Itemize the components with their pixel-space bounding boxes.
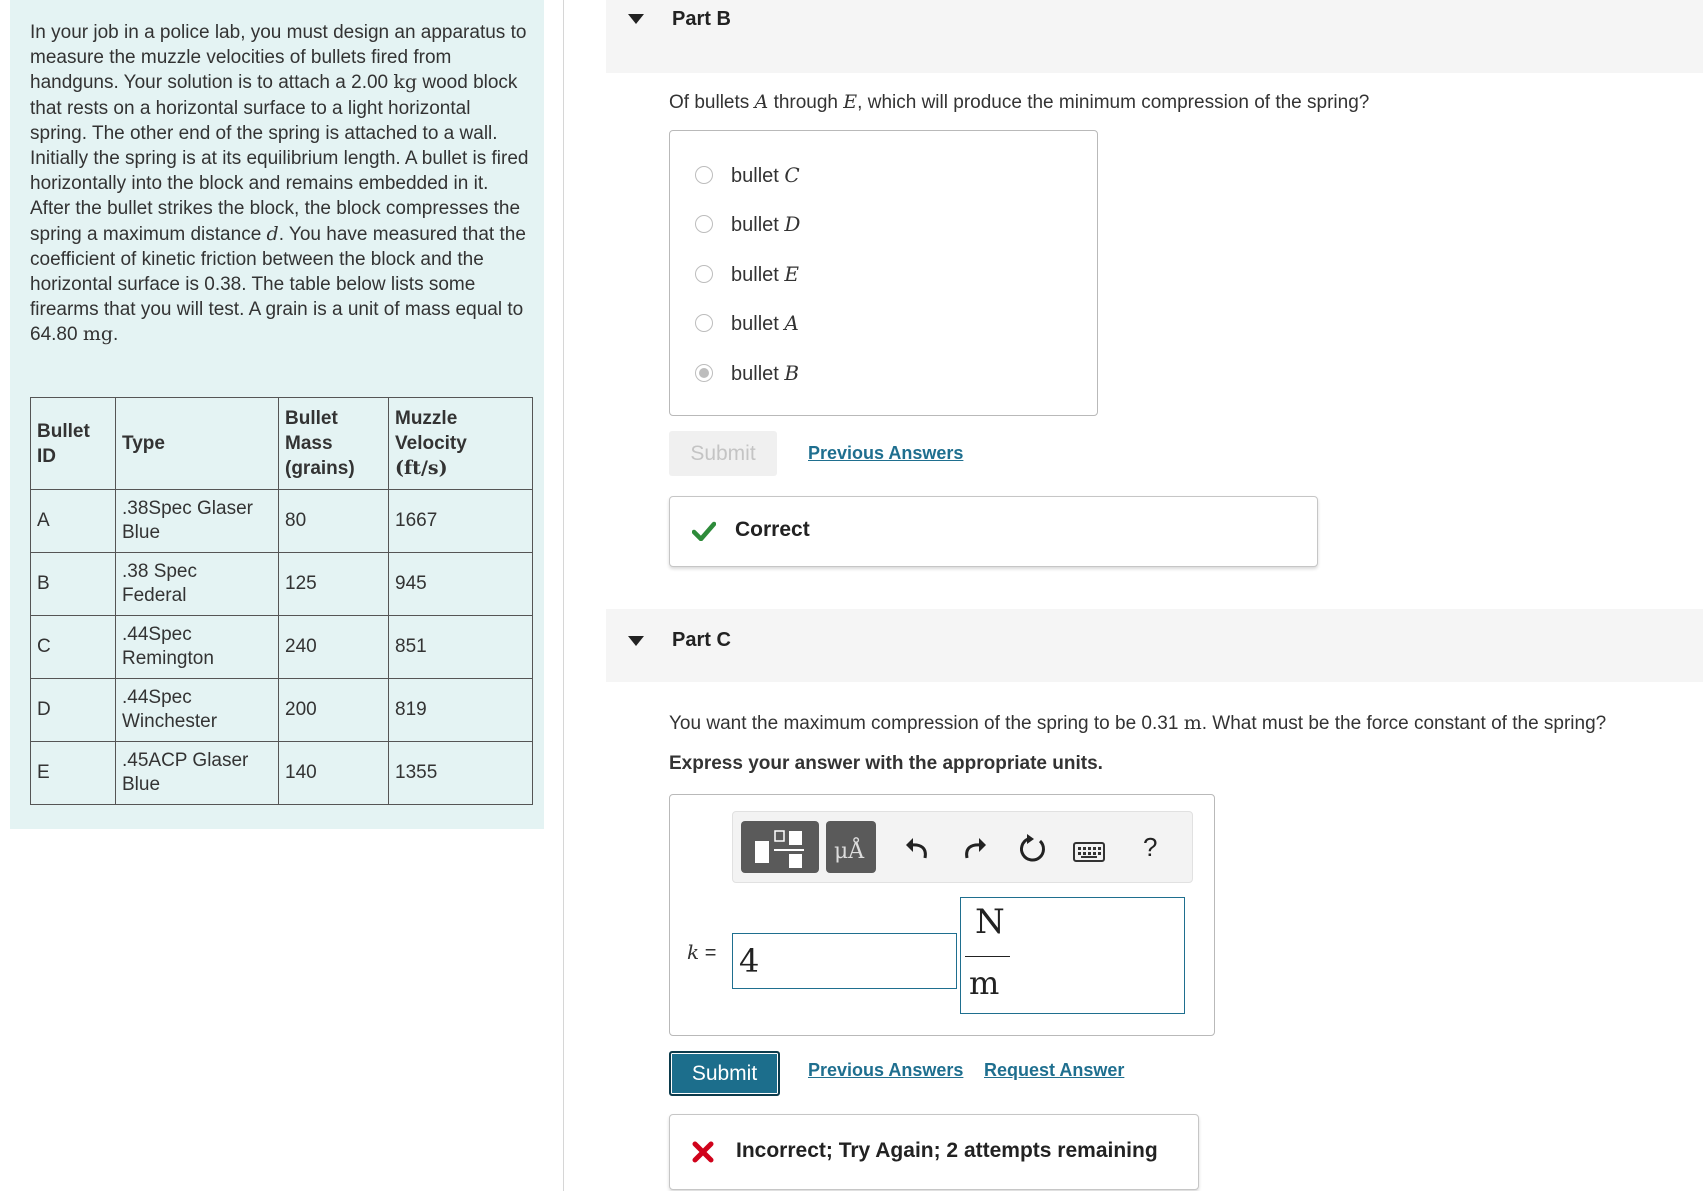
part-c-submit-button[interactable]: Submit [669,1051,780,1096]
choice-bullet-e[interactable] [695,259,799,289]
request-answer-link[interactable]: Request Answer [984,1060,1125,1080]
table-row [31,553,533,616]
bullet-table [30,397,533,805]
cell-type: .38Spec Glaser Blue [116,490,279,553]
choice-label: bullet B [731,360,800,385]
cell-type: .38 Spec Federal [116,553,279,616]
cell-id: D [31,679,116,742]
choice-bullet-d[interactable] [695,209,800,239]
math-toolbar [732,811,1193,883]
units-button[interactable] [826,821,876,873]
header-muzzle-velocity: Muzzle Velocity (ft/s) [389,398,533,490]
variable-label: k = [687,940,717,964]
part-c-instruction: Express your answer with the appropriate units. [669,753,1103,774]
part-c-title: Part C [672,629,731,651]
part-c-previous-answers-link[interactable]: Previous Answers [808,1060,964,1080]
part-b-previous-answers-link[interactable]: Previous Answers [808,443,964,463]
checkmark-icon [692,521,716,541]
part-c-feedback [669,1114,1199,1190]
part-b-feedback [669,496,1318,567]
choice-label: bullet E [731,261,799,286]
choice-bullet-c[interactable] [695,160,800,190]
help-icon[interactable]: ? [1143,832,1158,862]
cell-mass: 125 [279,553,389,616]
problem-statement: In your job in a police lab, you must design an apparatus to measure the muzzle velocities of bullets fired from handguns. Your solution is to attach a 2.00 kg wood block that rests on a horizontal surface to a light horizontal spring. The other end of the spring is attached to a wall. Initially the spring is at its equilibrium length. A bullet is fired horizontally into the block and remains embedded in it. After the bullet strikes the block, the block compresses the spring a maximum distance d. You have measured that the coefficient of kinetic friction between the block and the horizontal surface is 0.38. The table below lists some firearms that you will test. A grain is a unit of mass equal to 64.80 mg. [30,22,529,346]
cell-mass: 240 [279,616,389,679]
keyboard-icon[interactable] [1073,842,1105,862]
units-icon: μÅ [834,839,865,864]
units-input[interactable] [960,897,1185,1014]
choice-label: bullet D [731,211,801,236]
table-row [31,742,533,805]
cell-type: .44Spec Winchester [116,679,279,742]
collapse-triangle-icon[interactable] [628,636,644,646]
choice-bullet-b[interactable] [695,358,799,388]
cell-mass: 80 [279,490,389,553]
table-header-row [31,398,533,490]
radio-button[interactable] [695,314,713,332]
feedback-text: Correct [735,518,810,541]
part-c-question: You want the maximum compression of the spring to be 0.31 m. What must be the force constant of the spring? [669,712,1607,734]
reset-icon[interactable] [1018,833,1048,863]
value-input[interactable]: 4 [732,933,957,989]
part-b-header[interactable] [606,0,1703,73]
table-row [31,616,533,679]
cell-id: E [31,742,116,805]
cell-velocity: 945 [389,553,533,616]
radio-button[interactable] [695,166,713,184]
part-b-submit-button[interactable]: Submit [669,431,777,476]
header-bullet-id: Bullet ID [31,398,116,490]
cell-mass: 140 [279,742,389,805]
units-denominator: m [969,964,1000,1002]
panel-divider [563,0,564,1191]
fraction-bar [965,956,1010,957]
redo-icon[interactable] [961,834,989,860]
cell-velocity: 819 [389,679,533,742]
x-mark-icon [692,1141,714,1163]
cell-id: A [31,490,116,553]
header-type: Type [116,398,279,490]
feedback-text: Incorrect; Try Again; 2 attempts remaining [736,1139,1158,1162]
part-c-header[interactable] [606,609,1703,682]
part-b-question: Of bullets A through E, which will produce the minimum compression of the spring? [669,91,1370,113]
header-bullet-mass: Bullet Mass (grains) [279,398,389,490]
undo-icon[interactable] [903,834,931,860]
fraction-template-icon [741,821,819,873]
collapse-triangle-icon[interactable] [628,14,644,24]
cell-type: .45ACP Glaser Blue [116,742,279,805]
cell-id: C [31,616,116,679]
radio-button-selected[interactable] [695,364,713,382]
answer-entry-box [669,794,1215,1036]
problem-panel [10,0,544,829]
answer-choices [669,130,1098,416]
table-row [31,679,533,742]
choice-bullet-a[interactable] [695,308,799,338]
choice-label: bullet A [731,310,799,335]
cell-velocity: 1667 [389,490,533,553]
radio-button[interactable] [695,215,713,233]
templates-button[interactable] [741,821,819,873]
cell-type: .44Spec Remington [116,616,279,679]
table-row [31,490,533,553]
choice-label: bullet C [731,162,800,187]
cell-mass: 200 [279,679,389,742]
radio-button[interactable] [695,265,713,283]
cell-velocity: 851 [389,616,533,679]
cell-velocity: 1355 [389,742,533,805]
part-b-title: Part B [672,8,731,30]
cell-id: B [31,553,116,616]
units-numerator: N [975,902,1005,942]
